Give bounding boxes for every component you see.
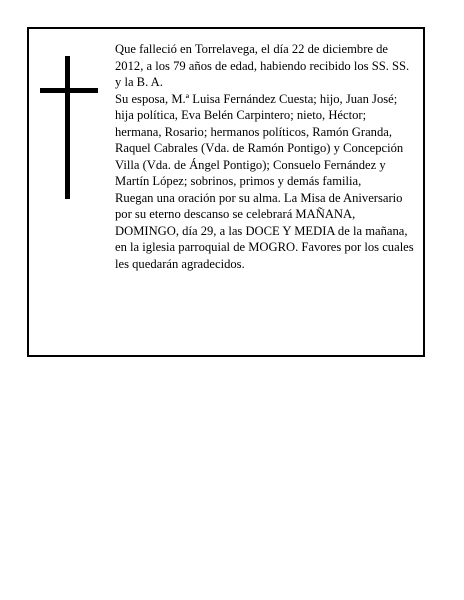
obituary-text — [115, 41, 415, 272]
cross-horizontal-bar — [40, 88, 98, 93]
mass-announcement-paragraph: Ruegan una oración por su alma. La Misa de Aniversario por su eterno descanso se celebrará MAÑANA, DOMINGO, día 29, a las DOCE Y MEDIA de la mañana, en la iglesia parroquial de MOGRO. Favores por los cuales les quedarán agradecidos. — [115, 190, 414, 271]
cross-vertical-bar — [65, 56, 70, 199]
latin-cross-icon — [40, 56, 98, 199]
death-announcement-paragraph: Que falleció en Torrelavega, el día 22 de diciembre de 2012, a los 79 años de edad, habiendo recibido los SS. SS. y la B. A. — [115, 42, 410, 89]
obituary-notice — [27, 27, 425, 357]
family-members-paragraph: Su esposa, M.ª Luisa Fernández Cuesta; hijo, Juan José; hija política, Eva Belén Carpintero; nieto, Héctor; hermana, Rosario; hermanos políticos, Ramón Granda, Raquel Cabrales (Vda. de Ramón Pontigo) y Concepción Villa (Vda. de Ángel Pontigo); Consuelo Fernández y Martín López; sobrinos, primos y demás familia, — [115, 91, 404, 188]
